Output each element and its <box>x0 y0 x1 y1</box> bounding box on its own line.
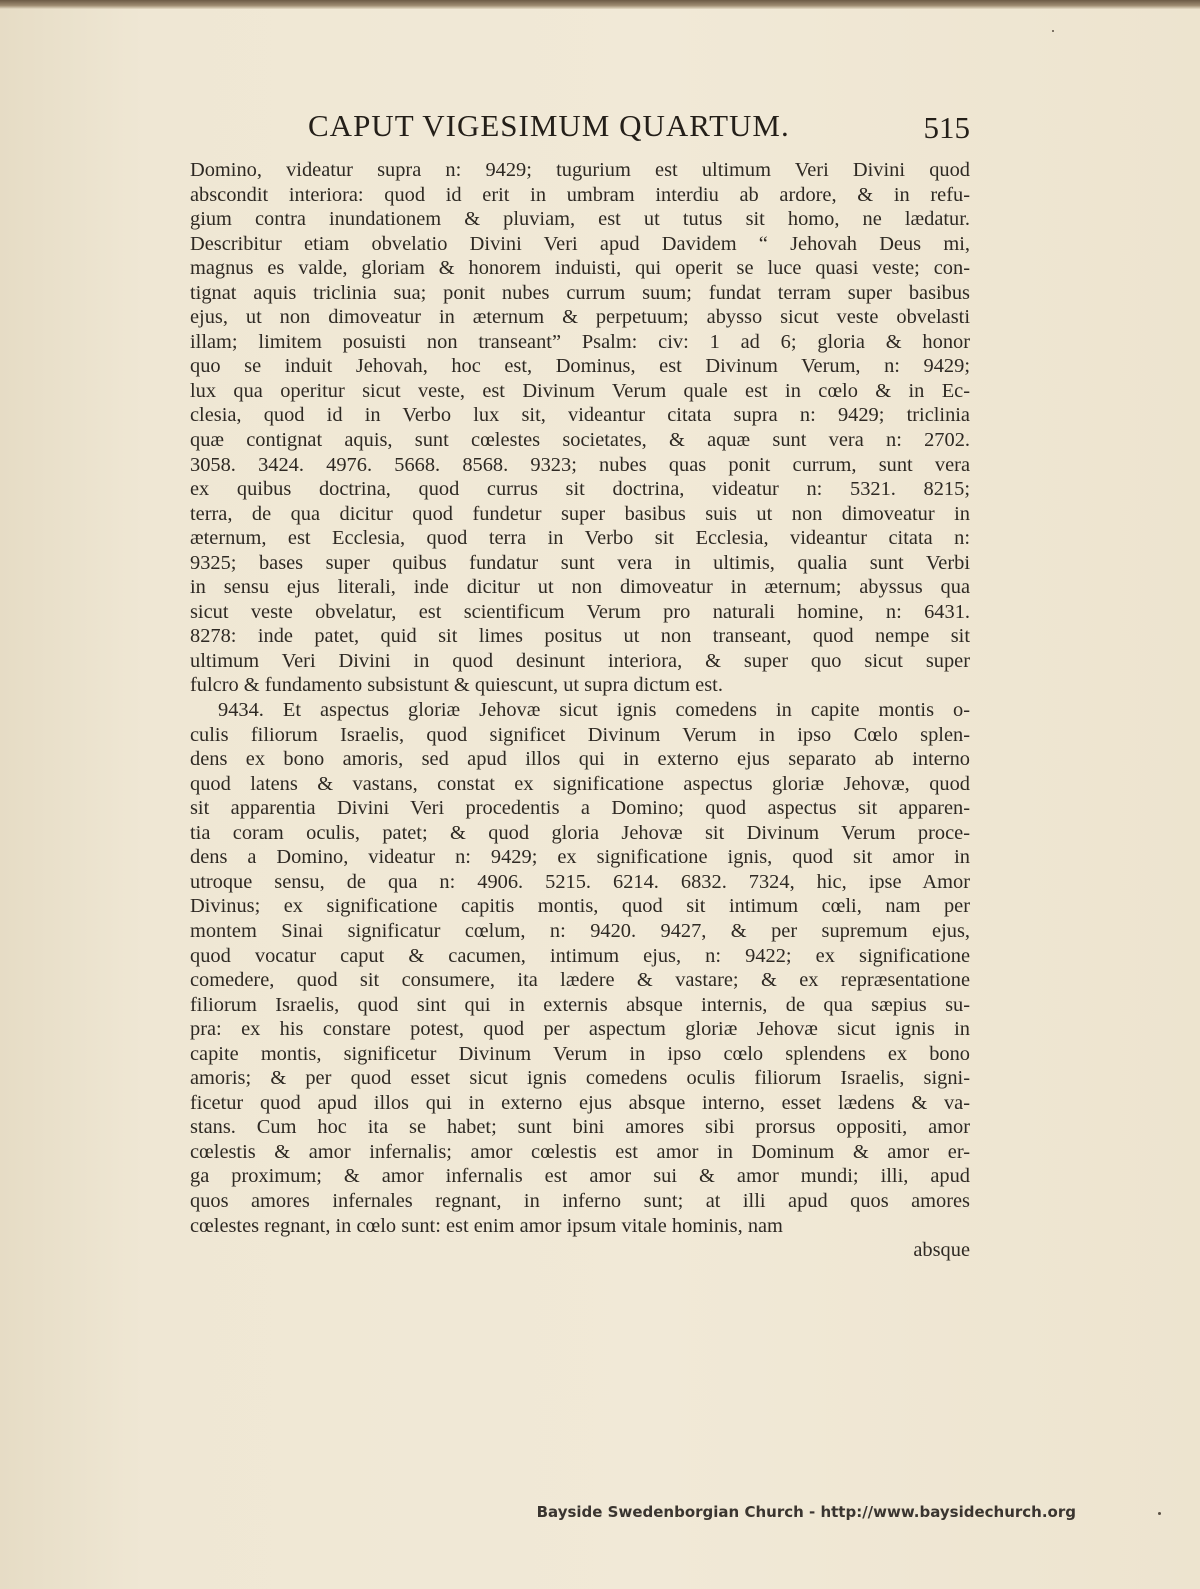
text-line: illam; limitem posuisti non transeant” Psalm: civ: 1 ad 6; gloria & honor <box>190 330 970 353</box>
page-number: 515 <box>923 110 970 145</box>
text-line: sit apparentia Divini Veri procedentis a Domino; quod aspectus sit apparen- <box>190 797 970 820</box>
text-line: dens ex bono amoris, sed apud illos qui in externo ejus separato ab interno <box>190 748 970 771</box>
text-line: ultimum Veri Divini in quod desinunt interiora, & super quo sicut super <box>190 649 970 672</box>
text-line: ex quibus doctrina, quod currus sit doctrina, videatur n: 5321. 8215; <box>190 478 970 501</box>
text-line: gium contra inundationem & pluviam, est ut tutus sit homo, ne lædatur. <box>190 208 970 231</box>
text-line: pra: ex his constare potest, quod per aspectum gloriæ Jehovæ sicut ignis in <box>190 1018 970 1041</box>
text-line: 9434. Et aspectus gloriæ Jehovæ sicut ignis comedens in capite montis o- <box>218 699 970 722</box>
text-line: filiorum Israelis, quod sint qui in externis absque internis, de qua sæpius su- <box>190 993 970 1016</box>
text-line: ficetur quod apud illos qui in externo ejus absque interno, esset lædens & va- <box>190 1091 970 1114</box>
text-line: quos amores infernales regnant, in inferno sunt; at illi apud quos amores <box>190 1189 970 1212</box>
text-line: Divinus; ex significatione capitis montis, quod sit intimum cœli, nam per <box>190 895 970 918</box>
text-line: stans. Cum hoc ita se habet; sunt bini amores sibi prorsus oppositi, amor <box>190 1116 970 1139</box>
text-line: terra, de qua dicitur quod fundetur super basibus suis ut non dimoveatur in <box>190 502 970 525</box>
text-line: quod latens & vastans, constat ex significatione aspectus gloriæ Jehovæ, quod <box>190 772 970 795</box>
text-line: capite montis, significetur Divinum Verum in ipso cœlo splendens ex bono <box>190 1042 970 1065</box>
text-line: Domino, videatur supra n: 9429; tugurium est ultimum Veri Divini quod <box>190 159 970 181</box>
text-line: æternum, est Ecclesia, quod terra in Verbo sit Ecclesia, videantur citata n: <box>190 527 970 550</box>
text-line: quod vocatur caput & cacumen, intimum ejus, n: 9422; ex significatione <box>190 944 970 967</box>
body-text <box>190 158 970 1263</box>
text-line: ga proximum; & amor infernalis est amor sui & amor mundi; illi, apud <box>190 1165 970 1188</box>
text-line: fulcro & fundamento subsistunt & quiescunt, ut supra dictum est. <box>190 674 723 697</box>
text-line: montem Sinai significatur cœlum, n: 9420. 9427, & per supremum ejus, <box>190 919 970 942</box>
text-line: magnus es valde, gloriam & honorem induisti, qui operit se luce quasi veste; con- <box>190 257 970 280</box>
text-line: Describitur etiam obvelatio Divini Veri apud Davidem “ Jehovah Deus mi, <box>190 232 970 255</box>
text-line: comedere, quod sit consumere, ita lædere & vastare; & ex repræsentatione <box>190 969 970 992</box>
text-line: amoris; & per quod esset sicut ignis comedens oculis filiorum Israelis, signi- <box>190 1067 970 1090</box>
page-header <box>190 108 970 152</box>
running-head: CAPUT VIGESIMUM QUARTUM. <box>308 108 790 143</box>
footer-credit: Bayside Swedenborgian Church - http://www.baysidechurch.org <box>536 1503 1076 1521</box>
text-line: tignat aquis triclinia sua; ponit nubes currum suum; fundat terram super basibus <box>190 281 970 304</box>
text-line: lux qua operitur sicut veste, est Divinum Verum quale est in cœlo & in Ec- <box>190 379 970 402</box>
text-line: dens a Domino, videatur n: 9429; ex significatione ignis, quod sit amor in <box>190 846 970 869</box>
text-line: ejus, ut non dimoveatur in æternum & perpetuum; abysso sicut veste obvelasti <box>190 306 970 329</box>
text-line: cœlestes regnant, in cœlo sunt: est enim amor ipsum vitale hominis, nam <box>190 1214 783 1237</box>
text-line: cœlestis & amor infernalis; amor cœlestis est amor in Dominum & amor er- <box>190 1140 970 1163</box>
text-line: sicut veste obvelatur, est scientificum Verum pro naturali homine, n: 6431. <box>190 600 970 623</box>
text-line: in sensu ejus literali, inde dicitur ut non dimoveatur in æternum; abyssus qua <box>190 576 970 599</box>
text-line: 3058. 3424. 4976. 5668. 8568. 9323; nubes quas ponit currum, sunt vera <box>190 453 970 476</box>
text-line: abscondit interiora: quod id erit in umbram interdiu ab ardore, & in refu- <box>190 183 970 206</box>
paper-speck <box>1052 30 1054 32</box>
text-line: quæ contignat aquis, sunt cœlestes societates, & aquæ sunt vera n: 2702. <box>190 429 970 452</box>
book-top-edge <box>0 0 1200 9</box>
text-line: tia coram oculis, patet; & quod gloria Jehovæ sit Divinum Verum proce- <box>190 821 970 844</box>
text-line: 8278: inde patet, quid sit limes positus ut non transeant, quod nempe sit <box>190 625 970 648</box>
paper-speck <box>1158 1512 1161 1515</box>
text-line: 9325; bases super quibus fundatur sunt vera in ultimis, qualia sunt Verbi <box>190 551 970 574</box>
text-line: clesia, quod id in Verbo lux sit, videantur citata supra n: 9429; triclinia <box>190 404 970 427</box>
text-line: quo se induit Jehovah, hoc est, Dominus, est Divinum Verum, n: 9429; <box>190 355 970 378</box>
text-line: culis filiorum Israelis, quod significet Divinum Verum in ipso Cœlo splen- <box>190 723 970 746</box>
catchword: absque <box>913 1239 970 1262</box>
text-line: utroque sensu, de qua n: 4906. 5215. 6214. 6832. 7324, hic, ipse Amor <box>190 870 970 893</box>
